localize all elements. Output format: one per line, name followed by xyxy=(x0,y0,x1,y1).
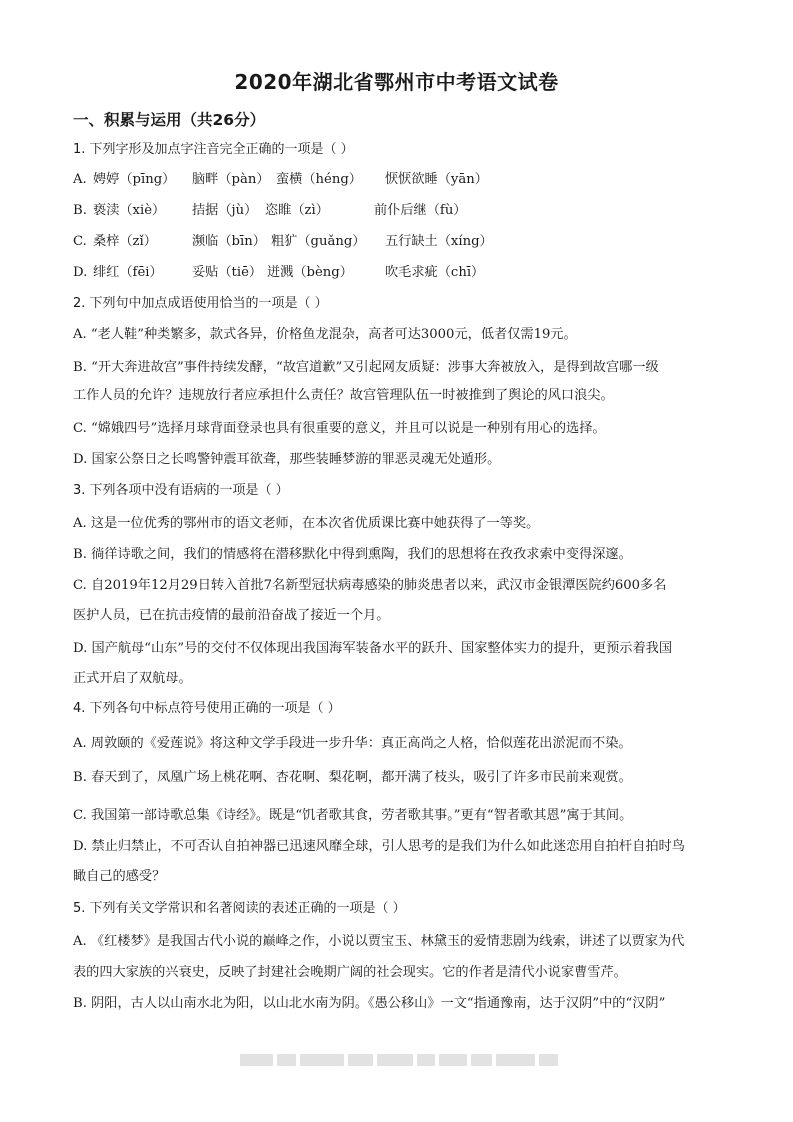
question-3-option-c: C. 自2019年12月29日转入首批7名新型冠状病毒感染的肺炎患者以来，武汉市金银潭医院约600多名 xyxy=(73,578,667,593)
option-cell: 吹毛求疵（chī） xyxy=(385,265,485,280)
question-4-stem: 4. 下列各句中标点符号使用正确的一项是（ ） xyxy=(73,701,341,716)
question-3-option-c-cont: 医护人员，已在抗击疫情的最前沿奋战了接近一个月。 xyxy=(73,608,390,623)
option-cell: 绯红（fēi） xyxy=(93,265,163,280)
option-cell: 亵渎（xiè） xyxy=(93,203,166,218)
question-2-option-b: B. “开大奔进故宫”事件持续发酵，“故宫道歉”又引起网友质疑：涉事大奔被放入，是得到故宫哪一级 xyxy=(73,360,659,375)
question-3-option-a: A. 这是一位优秀的鄂州市的语文老师，在本次省优质课比赛中她获得了一等奖。 xyxy=(73,516,540,531)
option-cell: 桑梓（zǐ） xyxy=(93,234,157,249)
option-cell: 前仆后继（fù） xyxy=(374,203,467,218)
option-cell: 脑畔（pàn） xyxy=(192,172,270,187)
option-cell: 妥贴（tiē） xyxy=(192,265,263,280)
option-cell: 娉婷（pīng） xyxy=(93,172,176,187)
question-4-option-b: B. 春天到了，凤凰广场上桃花啊、杏花啊、梨花啊，都开满了枝头，吸引了许多市民前来观赏。 xyxy=(73,770,632,785)
question-4-option-a: A. 周敦颐的《爱莲说》将这种文学手段进一步升华：真正高尚之人格，恰似莲花出淤泥而不染。 xyxy=(73,736,632,751)
question-4-option-d-cont: 瞰自己的感受？ xyxy=(73,869,166,884)
option-letter: C. xyxy=(73,234,87,249)
question-3-option-d: D. 国产航母“山东”号的交付不仅体现出我国海军装备水平的跃升、国家整体实力的提升，更预示着我国 xyxy=(73,641,673,656)
question-5-stem: 5. 下列有关文学常识和名著阅读的表述正确的一项是（ ） xyxy=(73,901,406,916)
option-letter: A. xyxy=(73,172,87,187)
footer-watermark xyxy=(240,1052,558,1068)
question-4-option-d: D. 禁止归禁止，不可否认自拍神器已迅速风靡全球，引人思考的是我们为什么如此迷恋用自拍杆自拍时鸟 xyxy=(73,839,685,854)
question-5-option-a-cont: 表的四大家族的兴衰史，反映了封建社会晚期广阔的社会现实。它的作者是清代小说家曹雪芹。 xyxy=(73,965,627,980)
question-5-option-b: B. 阴阳，古人以山南水北为阳，以山北水南为阴。《愚公移山》一文“指通豫南，达于汉阴”中的“汉阴” xyxy=(73,996,666,1011)
question-2-option-c: C. “嫦娥四号”选择月球背面登录也具有很重要的意义，并且可以说是一种别有用心的选择。 xyxy=(73,421,606,436)
question-2-stem: 2. 下列句中加点成语使用恰当的一项是（ ） xyxy=(73,296,328,311)
option-cell: 五行缺土（xíng） xyxy=(385,234,493,249)
question-2-option-b-cont: 工作人员的允许？违规放行者应承担什么责任？故宫管理队伍一时被推到了舆论的风口浪尖。 xyxy=(73,388,614,403)
section-heading: 一、积累与运用（共26分） xyxy=(73,111,266,129)
question-5-option-a: A. 《红楼梦》是我国古代小说的巅峰之作，小说以贾宝玉、林黛玉的爱情悲剧为线索，讲述了以贾家为代 xyxy=(73,934,685,949)
option-cell: 蛮横（héng） xyxy=(276,172,362,187)
question-4-option-c: C. 我国第一部诗歌总集《诗经》。既是“饥者歌其食，劳者歌其事。”更有“智者歌其恩”寓于其间。 xyxy=(73,808,633,823)
page-title: 2020年湖北省鄂州市中考语文试卷 xyxy=(234,70,559,94)
option-cell: 迸溅（bèng） xyxy=(267,265,353,280)
option-letter: B. xyxy=(73,203,87,218)
question-2-option-a: A. “老人鞋”种类繁多，款式各异，价格鱼龙混杂，高者可达3000元，低者仅需19元。 xyxy=(73,327,577,342)
option-cell: 拮据（jù） xyxy=(192,203,258,218)
option-cell: 恹恹欲睡（yān） xyxy=(385,172,488,187)
question-3-option-d-cont: 正式开启了双航母。 xyxy=(73,671,192,686)
question-3-option-b: B. 徜徉诗歌之间，我们的情感将在潜移默化中得到熏陶，我们的思想将在孜孜求索中变得深邃。 xyxy=(73,547,632,562)
question-1-stem: 1. 下列字形及加点字注音完全正确的一项是（ ） xyxy=(73,142,354,157)
option-cell: 濒临（bīn） xyxy=(192,234,266,249)
question-3-stem: 3. 下列各项中没有语病的一项是（ ） xyxy=(73,483,289,498)
option-letter: D. xyxy=(73,265,88,280)
option-cell: 恣睢（zì） xyxy=(265,203,329,218)
question-2-option-d: D. 国家公祭日之长鸣警钟震耳欲聋，那些装睡梦游的罪恶灵魂无处遁形。 xyxy=(73,452,501,467)
option-cell: 粗犷（guǎng） xyxy=(271,234,366,249)
